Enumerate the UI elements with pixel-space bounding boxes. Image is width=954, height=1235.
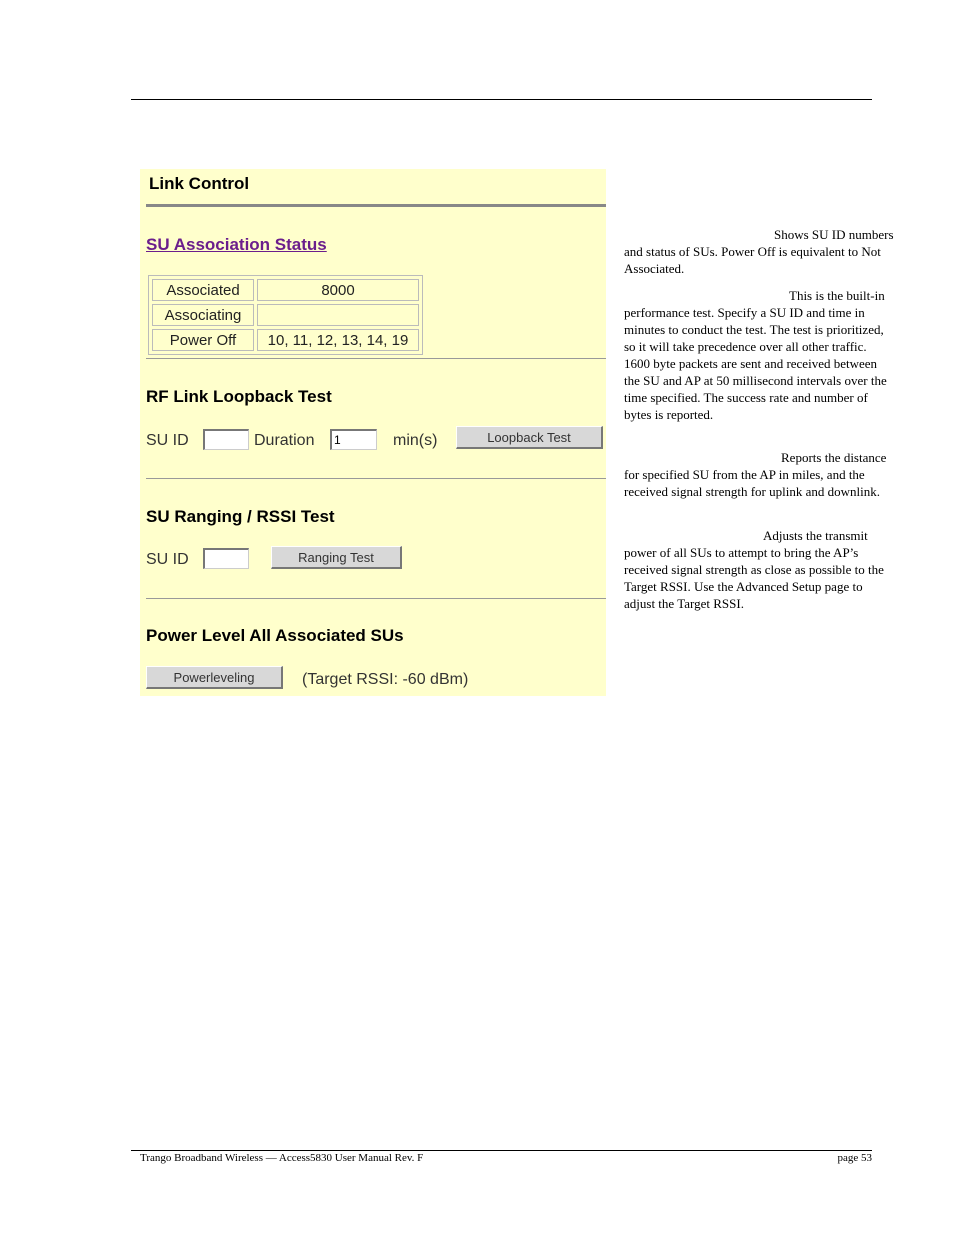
table-row [152,329,419,351]
ranging-test-button[interactable]: Ranging Test [271,546,402,569]
status-label: Power Off [152,329,254,351]
ranging-su-id-label: SU ID [146,551,189,568]
section-divider [146,478,606,479]
footer-rule [131,1150,872,1151]
su-association-status-link[interactable]: SU Association Status [146,235,327,254]
section-divider [146,598,606,599]
duration-units: min(s) [393,432,438,449]
header-rule [131,99,872,100]
loopback-su-id-input[interactable] [203,429,249,450]
table-row [152,279,419,301]
section-divider [146,358,606,359]
association-status-table [148,275,423,355]
target-rssi-note: (Target RSSI: -60 dBm) [302,671,469,688]
loopback-su-id-label: SU ID [146,432,189,449]
status-value: 10, 11, 12, 13, 14, 19 [257,329,419,351]
duration-label: Duration [254,432,315,449]
status-label: Associated [152,279,254,301]
ranging-heading: SU Ranging / RSSI Test [146,507,335,526]
table-row [152,304,419,326]
ranging-su-id-input[interactable] [203,548,249,569]
title-divider [146,204,606,207]
ranging-description: Reports the distance for specified SU from the AP in miles, and the received signal strength for uplink and downlink. [624,450,887,499]
duration-input[interactable] [330,429,377,450]
panel-title: Link Control [149,174,250,193]
page-number: page 53 [837,1152,872,1164]
powerleveling-button[interactable]: Powerleveling [146,666,283,689]
footer-manual-title: Trango Broadband Wireless — Access5830 User Manual Rev. F [140,1152,424,1164]
power-heading: Power Level All Associated SUs [146,626,404,645]
loopback-heading: RF Link Loopback Test [146,387,332,406]
power-description: Adjusts the transmit power of all SUs to attempt to bring the AP’s received signal strength as close as possible to the Target RSSI. Use the Advanced Setup page to adjust the Target RSSI. [624,528,884,611]
loopback-test-button[interactable]: Loopback Test [456,426,603,449]
association-description: Shows SU ID numbers and status of SUs. Power Off is equivalent to Not Associated. [624,227,894,276]
link-control-panel [140,169,606,696]
status-value [257,304,419,326]
loopback-description: This is the built-in performance test. Specify a SU ID and time in minutes to conduct the test. The test is prioritized, so it will take precedence over all other traffic. 1600 byte packets are sent and received between the SU and AP at 50 millisecond intervals over the time specified. The success rate and number of bytes is reported. [624,288,887,422]
status-label: Associating [152,304,254,326]
status-value: 8000 [257,279,419,301]
